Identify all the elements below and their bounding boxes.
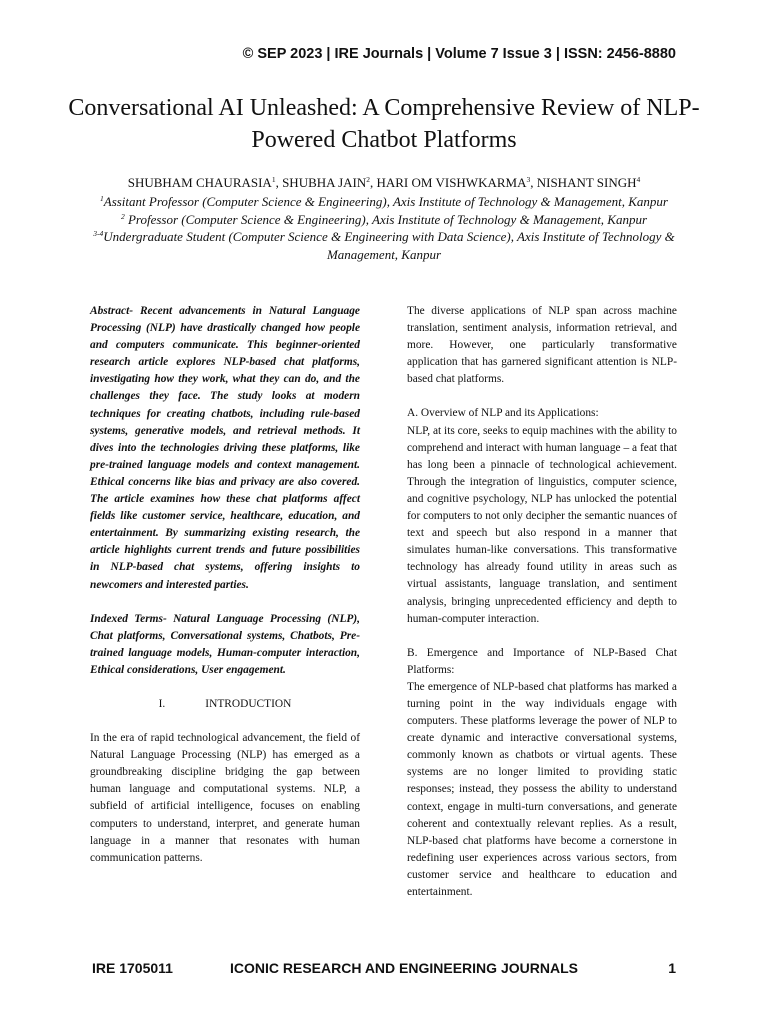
section-heading-introduction	[90, 696, 360, 713]
intro-continued: The diverse applications of NLP span across machine translation, sentiment analysis, information retrieval, and more. However, one particularly transformative application that has garnered significant attention is NLP-based chat platforms.	[407, 305, 677, 386]
author-sup: 1	[271, 175, 276, 184]
footer-journal-name: ICONIC RESEARCH AND ENGINEERING JOURNALS	[230, 960, 578, 976]
paper-title: Conversational AI Unleashed: A Comprehensive Review of NLP-Powered Chatbot Platforms	[68, 95, 700, 153]
affiliation-2: $^2$ Professor (Computer Science & Engineering), Axis Institute of Technology & Management, Kanpur	[120, 211, 648, 227]
journal-header: © SEP 2023 | IRE Journals | Volume 7 Issue 3 | ISSN: 2456-8880	[242, 46, 676, 62]
page-footer	[92, 960, 676, 976]
author-list: SHUBHAM CHAURASIA$^1$, SHUBHA JAIN$^2$, HARI OM VISHWKARMA$^3$, NISHANT SINGH$^4$	[127, 175, 641, 190]
subsection-b-text: The emergence of NLP-based chat platforms has marked a turning point in the way individuals engage with computers. These platforms leverage the power of NLP to create dynamic and interactive conversational systems, commonly known as chatbots or virtual agents. These systems are no longer limited to providing static responses; instead, they possess the ability to understand context, engage in multi-turn conversations, and generate coherent and contextually relevant replies. As a result, NLP-based chat platforms have become a cornerstone in redefining user experiences across various sectors, from customer service and healthcare to education and entertainment.	[407, 680, 677, 898]
affiliations	[84, 193, 684, 263]
page-number: 1	[668, 960, 676, 976]
author-sup: 2	[366, 175, 370, 184]
author-name: NISHANT SINGH	[536, 175, 637, 190]
intro-paragraph: In the era of rapid technological advancement, the field of Natural Language Processing (NLP) has emerged as a groundbreaking discipline bridging the gap between human language and computational systems. NLP, a subfield of artificial intelligence, focuses on enabling computers to understand, interpret, and generate human language in a manner that resonates with human communication patterns.	[90, 732, 360, 864]
subsection-b-title: B. Emergence and Importance of NLP-Based Chat Platforms:	[407, 646, 677, 676]
affiliation-3: $^{3-4}$Undergraduate Student (Computer Science & Engineering with Data Science), Axis Institute of Technology & Management, Kanpur	[93, 229, 675, 262]
author-name: SHUBHA JAIN	[282, 175, 367, 190]
subsection-a-text: NLP, at its core, seeks to equip machines with the ability to comprehend and interact with human language – a feat that has long been a pinnacle of technological achievement. Through the integration of linguistics, computer science, and cognitive psychology, NLP has unlocked the potential for computers to not only decipher the semantic nuances of text and speech but also respond in a manner that simulates human-like conversations. This transformative technology has already found utility in areas such as virtual assistants, language translation, and sentiment analysis, bringing unprecedented efficiency and depth to human-computer interaction.	[407, 424, 677, 625]
author-sup: 3	[526, 175, 531, 184]
left-column	[90, 303, 360, 867]
abstract: Abstract- Recent advancements in Natural Language Processing (NLP) have drastically changed how people and computers communicate. This beginner-oriented research article explores NLP-based chat platforms, investigating how they work, what they can do, and the challenges they face. The study looks at modern techniques for creating chatbots, including rule-based systems, generative models, and retrieval methods. It dives into the technologies driving these platforms, like pre-trained language models and context management. Ethical concerns like bias and privacy are also covered. The article examines how these chat platforms affect fields like customer service, healthcare, education, and entertainment. By summarizing existing research, the article highlights current trends and future possibilities in NLP-based chat systems, offering insights to newcomers and interested parties.	[90, 305, 360, 591]
section-number: I.	[158, 697, 166, 710]
affiliation-1: $^1$Assitant Professor (Computer Science & Engineering), Axis Institute of Technology & Management, Kanpur	[100, 194, 668, 209]
footer-paper-id: IRE 1705011	[92, 960, 173, 976]
author-name: SHUBHAM CHAURASIA	[127, 175, 272, 190]
right-column	[407, 303, 677, 901]
author-name: HARI OM VISHWKARMA	[376, 175, 527, 190]
subsection-a-title: A. Overview of NLP and its Applications:	[407, 407, 599, 420]
section-title: INTRODUCTION	[205, 697, 292, 710]
author-sup: 4	[636, 175, 641, 184]
index-terms: Indexed Terms- Natural Language Processing (NLP), Chat platforms, Conversational systems, Chatbots, Pre-trained language models, Human-computer interaction, Ethical considerations, User engagement.	[90, 612, 360, 676]
